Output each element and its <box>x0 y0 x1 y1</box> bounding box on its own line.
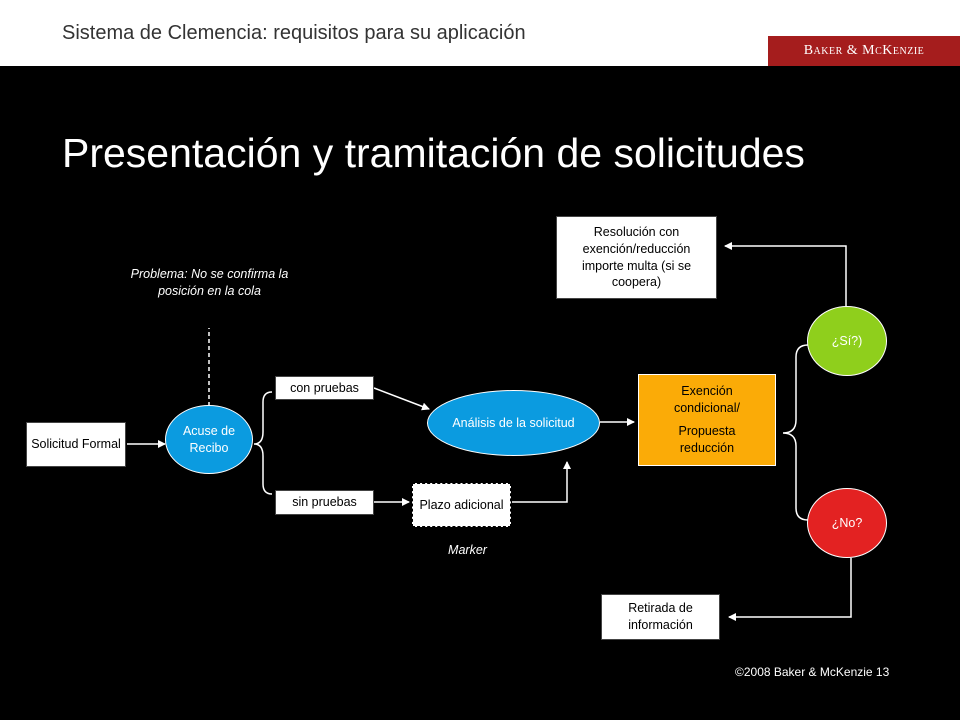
arrow-no-retirada <box>729 558 851 617</box>
arrow-con-pruebas <box>374 388 429 409</box>
problema-note: Problema: No se confirma la posición en la cola <box>130 267 289 298</box>
plazo-adicional-box: Plazo adicional <box>412 483 511 527</box>
exencion-line-1: Exención condicional/ <box>673 384 740 416</box>
exencion-condicional-box <box>638 374 776 466</box>
exencion-line-2: Propuesta reducción <box>678 424 736 455</box>
retirada-informacion-box: Retirada de información <box>601 594 720 640</box>
footer-copyright: ©2008 Baker & McKenzie 13 <box>735 665 890 679</box>
resolucion-box: Resolución con exención/reducción importe multa (si se coopera) <box>556 216 717 299</box>
analisis-solicitud-ellipse: Análisis de la solicitud <box>427 390 600 456</box>
no-ellipse: ¿No? <box>807 488 887 558</box>
arrow-si-resolucion <box>725 246 846 306</box>
si-ellipse: ¿Sí?) <box>807 306 887 376</box>
header-title: Sistema de Clemencia: requisitos para su aplicación <box>62 22 526 44</box>
baker-mckenzie-logo: Baker & McKenzie <box>768 36 960 66</box>
acuse-recibo-ellipse: Acuse de Recibo <box>165 405 253 474</box>
con-pruebas-box: con pruebas <box>275 376 374 400</box>
bracket-acuse <box>254 392 272 494</box>
sin-pruebas-box: sin pruebas <box>275 490 374 515</box>
slide-title: Presentación y tramitación de solicitudes <box>62 130 805 176</box>
arrow-plazo-analisis <box>512 462 567 502</box>
bracket-exencion <box>783 345 808 520</box>
solicitud-formal-box: Solicitud Formal <box>26 422 126 467</box>
marker-label: Marker <box>448 543 487 557</box>
